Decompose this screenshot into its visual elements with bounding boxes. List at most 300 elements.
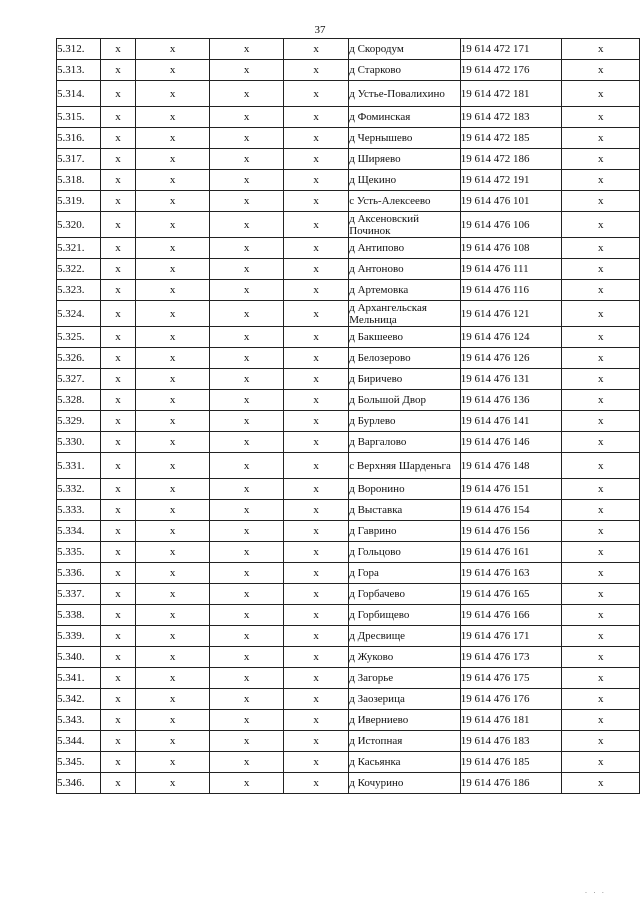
row-number: 5.326. bbox=[57, 348, 101, 369]
x-mark-cell: x bbox=[136, 731, 210, 752]
x-mark-cell: x bbox=[562, 542, 640, 563]
oktmo-code: 19 614 476 124 bbox=[460, 327, 562, 348]
x-mark-cell: x bbox=[284, 773, 349, 794]
x-mark-cell: x bbox=[136, 479, 210, 500]
x-mark-cell: x bbox=[210, 390, 284, 411]
x-mark-cell: x bbox=[100, 301, 135, 327]
x-mark-cell: x bbox=[136, 369, 210, 390]
x-mark-cell: x bbox=[562, 191, 640, 212]
x-mark-cell: x bbox=[136, 107, 210, 128]
x-mark-cell: x bbox=[210, 453, 284, 479]
x-mark-cell: x bbox=[210, 170, 284, 191]
x-mark-cell: x bbox=[100, 647, 135, 668]
x-mark-cell: x bbox=[284, 584, 349, 605]
x-mark-cell: x bbox=[100, 500, 135, 521]
oktmo-code: 19 614 472 176 bbox=[460, 60, 562, 81]
row-number: 5.316. bbox=[57, 128, 101, 149]
table-row bbox=[57, 479, 640, 500]
settlement-name: д Большой Двор bbox=[349, 390, 461, 411]
x-mark-cell: x bbox=[562, 731, 640, 752]
x-mark-cell: x bbox=[284, 626, 349, 647]
x-mark-cell: x bbox=[284, 432, 349, 453]
x-mark-cell: x bbox=[100, 259, 135, 280]
x-mark-cell: x bbox=[562, 453, 640, 479]
oktmo-code: 19 614 476 121 bbox=[460, 301, 562, 327]
x-mark-cell: x bbox=[284, 563, 349, 584]
x-mark-cell: x bbox=[136, 280, 210, 301]
x-mark-cell: x bbox=[284, 411, 349, 432]
x-mark-cell: x bbox=[284, 521, 349, 542]
row-number: 5.320. bbox=[57, 212, 101, 238]
x-mark-cell: x bbox=[100, 626, 135, 647]
x-mark-cell: x bbox=[210, 542, 284, 563]
table-row bbox=[57, 563, 640, 584]
table-row bbox=[57, 170, 640, 191]
table-row bbox=[57, 773, 640, 794]
settlement-name: д Кочурино bbox=[349, 773, 461, 794]
x-mark-cell: x bbox=[136, 752, 210, 773]
x-mark-cell: x bbox=[210, 60, 284, 81]
oktmo-code: 19 614 476 154 bbox=[460, 500, 562, 521]
x-mark-cell: x bbox=[136, 191, 210, 212]
table-row bbox=[57, 39, 640, 60]
x-mark-cell: x bbox=[100, 773, 135, 794]
x-mark-cell: x bbox=[136, 212, 210, 238]
settlement-name: д Бакшеево bbox=[349, 327, 461, 348]
oktmo-code: 19 614 476 101 bbox=[460, 191, 562, 212]
x-mark-cell: x bbox=[136, 453, 210, 479]
x-mark-cell: x bbox=[210, 149, 284, 170]
row-number: 5.331. bbox=[57, 453, 101, 479]
row-number: 5.315. bbox=[57, 107, 101, 128]
row-number: 5.335. bbox=[57, 542, 101, 563]
x-mark-cell: x bbox=[562, 563, 640, 584]
x-mark-cell: x bbox=[562, 259, 640, 280]
row-number: 5.319. bbox=[57, 191, 101, 212]
table-row bbox=[57, 605, 640, 626]
oktmo-code: 19 614 472 183 bbox=[460, 107, 562, 128]
x-mark-cell: x bbox=[210, 500, 284, 521]
table-row bbox=[57, 107, 640, 128]
x-mark-cell: x bbox=[100, 170, 135, 191]
x-mark-cell: x bbox=[136, 773, 210, 794]
x-mark-cell: x bbox=[210, 39, 284, 60]
settlement-name: д Старково bbox=[349, 60, 461, 81]
x-mark-cell: x bbox=[562, 348, 640, 369]
x-mark-cell: x bbox=[136, 668, 210, 689]
x-mark-cell: x bbox=[210, 128, 284, 149]
table-row bbox=[57, 626, 640, 647]
x-mark-cell: x bbox=[210, 479, 284, 500]
oktmo-code: 19 614 476 156 bbox=[460, 521, 562, 542]
x-mark-cell: x bbox=[284, 542, 349, 563]
x-mark-cell: x bbox=[562, 479, 640, 500]
x-mark-cell: x bbox=[284, 348, 349, 369]
x-mark-cell: x bbox=[562, 626, 640, 647]
x-mark-cell: x bbox=[100, 280, 135, 301]
oktmo-code: 19 614 476 161 bbox=[460, 542, 562, 563]
settlement-name: д Антипово bbox=[349, 238, 461, 259]
oktmo-code: 19 614 476 108 bbox=[460, 238, 562, 259]
x-mark-cell: x bbox=[210, 238, 284, 259]
x-mark-cell: x bbox=[562, 369, 640, 390]
x-mark-cell: x bbox=[100, 668, 135, 689]
x-mark-cell: x bbox=[284, 238, 349, 259]
x-mark-cell: x bbox=[562, 689, 640, 710]
x-mark-cell: x bbox=[284, 369, 349, 390]
x-mark-cell: x bbox=[284, 710, 349, 731]
row-number: 5.323. bbox=[57, 280, 101, 301]
x-mark-cell: x bbox=[284, 128, 349, 149]
table-row bbox=[57, 369, 640, 390]
table-row bbox=[57, 647, 640, 668]
x-mark-cell: x bbox=[100, 731, 135, 752]
x-mark-cell: x bbox=[562, 773, 640, 794]
settlement-name: д Белозерово bbox=[349, 348, 461, 369]
settlement-name: д Гольцово bbox=[349, 542, 461, 563]
x-mark-cell: x bbox=[562, 280, 640, 301]
row-number: 5.322. bbox=[57, 259, 101, 280]
x-mark-cell: x bbox=[284, 731, 349, 752]
table-row bbox=[57, 390, 640, 411]
x-mark-cell: x bbox=[100, 327, 135, 348]
x-mark-cell: x bbox=[100, 238, 135, 259]
x-mark-cell: x bbox=[284, 81, 349, 107]
settlement-name: д Воронино bbox=[349, 479, 461, 500]
settlement-name: д Горбищево bbox=[349, 605, 461, 626]
row-number: 5.337. bbox=[57, 584, 101, 605]
settlement-name: д Загорье bbox=[349, 668, 461, 689]
oktmo-code: 19 614 476 176 bbox=[460, 689, 562, 710]
row-number: 5.312. bbox=[57, 39, 101, 60]
table-row bbox=[57, 191, 640, 212]
oktmo-code: 19 614 476 151 bbox=[460, 479, 562, 500]
oktmo-code: 19 614 476 106 bbox=[460, 212, 562, 238]
oktmo-code: 19 614 476 116 bbox=[460, 280, 562, 301]
x-mark-cell: x bbox=[136, 605, 210, 626]
x-mark-cell: x bbox=[284, 605, 349, 626]
row-number: 5.341. bbox=[57, 668, 101, 689]
row-number: 5.338. bbox=[57, 605, 101, 626]
settlement-name: д Ширяево bbox=[349, 149, 461, 170]
x-mark-cell: x bbox=[284, 259, 349, 280]
row-number: 5.342. bbox=[57, 689, 101, 710]
table-row bbox=[57, 752, 640, 773]
settlement-name: д Иверниево bbox=[349, 710, 461, 731]
x-mark-cell: x bbox=[562, 647, 640, 668]
table-row bbox=[57, 411, 640, 432]
scan-artifact: · · · bbox=[584, 889, 606, 897]
settlement-name: д Бурлево bbox=[349, 411, 461, 432]
x-mark-cell: x bbox=[100, 563, 135, 584]
table-row bbox=[57, 668, 640, 689]
x-mark-cell: x bbox=[136, 39, 210, 60]
oktmo-code: 19 614 472 185 bbox=[460, 128, 562, 149]
row-number: 5.324. bbox=[57, 301, 101, 327]
x-mark-cell: x bbox=[562, 170, 640, 191]
x-mark-cell: x bbox=[100, 128, 135, 149]
oktmo-code: 19 614 476 186 bbox=[460, 773, 562, 794]
settlement-name: д Дресвище bbox=[349, 626, 461, 647]
settlement-name: д Истопная bbox=[349, 731, 461, 752]
x-mark-cell: x bbox=[562, 39, 640, 60]
x-mark-cell: x bbox=[284, 170, 349, 191]
x-mark-cell: x bbox=[136, 170, 210, 191]
x-mark-cell: x bbox=[562, 301, 640, 327]
oktmo-code: 19 614 476 183 bbox=[460, 731, 562, 752]
oktmo-code: 19 614 476 181 bbox=[460, 710, 562, 731]
x-mark-cell: x bbox=[210, 668, 284, 689]
settlement-name: д Заозерица bbox=[349, 689, 461, 710]
oktmo-code: 19 614 476 171 bbox=[460, 626, 562, 647]
x-mark-cell: x bbox=[562, 500, 640, 521]
oktmo-code: 19 614 476 163 bbox=[460, 563, 562, 584]
x-mark-cell: x bbox=[284, 191, 349, 212]
row-number: 5.339. bbox=[57, 626, 101, 647]
x-mark-cell: x bbox=[562, 81, 640, 107]
oktmo-code: 19 614 476 166 bbox=[460, 605, 562, 626]
x-mark-cell: x bbox=[284, 479, 349, 500]
x-mark-cell: x bbox=[136, 81, 210, 107]
x-mark-cell: x bbox=[562, 238, 640, 259]
x-mark-cell: x bbox=[136, 301, 210, 327]
x-mark-cell: x bbox=[284, 39, 349, 60]
table-row bbox=[57, 521, 640, 542]
x-mark-cell: x bbox=[284, 149, 349, 170]
x-mark-cell: x bbox=[210, 107, 284, 128]
table-row bbox=[57, 212, 640, 238]
table-row bbox=[57, 348, 640, 369]
x-mark-cell: x bbox=[562, 149, 640, 170]
x-mark-cell: x bbox=[284, 752, 349, 773]
x-mark-cell: x bbox=[136, 626, 210, 647]
settlement-name: д Артемовка bbox=[349, 280, 461, 301]
x-mark-cell: x bbox=[136, 500, 210, 521]
settlement-name: д Архангельская Мельница bbox=[349, 301, 461, 327]
x-mark-cell: x bbox=[100, 107, 135, 128]
table-row bbox=[57, 238, 640, 259]
row-number: 5.336. bbox=[57, 563, 101, 584]
x-mark-cell: x bbox=[562, 752, 640, 773]
x-mark-cell: x bbox=[284, 107, 349, 128]
x-mark-cell: x bbox=[100, 212, 135, 238]
x-mark-cell: x bbox=[136, 689, 210, 710]
x-mark-cell: x bbox=[210, 301, 284, 327]
table-row bbox=[57, 453, 640, 479]
x-mark-cell: x bbox=[136, 647, 210, 668]
table-row bbox=[57, 259, 640, 280]
x-mark-cell: x bbox=[136, 710, 210, 731]
x-mark-cell: x bbox=[284, 500, 349, 521]
x-mark-cell: x bbox=[136, 521, 210, 542]
x-mark-cell: x bbox=[136, 390, 210, 411]
x-mark-cell: x bbox=[210, 710, 284, 731]
row-number: 5.340. bbox=[57, 647, 101, 668]
row-number: 5.332. bbox=[57, 479, 101, 500]
settlement-name: д Горбачево bbox=[349, 584, 461, 605]
x-mark-cell: x bbox=[284, 668, 349, 689]
x-mark-cell: x bbox=[136, 563, 210, 584]
table-row bbox=[57, 301, 640, 327]
x-mark-cell: x bbox=[100, 752, 135, 773]
x-mark-cell: x bbox=[100, 453, 135, 479]
oktmo-code: 19 614 476 173 bbox=[460, 647, 562, 668]
row-number: 5.343. bbox=[57, 710, 101, 731]
x-mark-cell: x bbox=[100, 521, 135, 542]
table-row bbox=[57, 327, 640, 348]
x-mark-cell: x bbox=[284, 689, 349, 710]
table-row bbox=[57, 432, 640, 453]
x-mark-cell: x bbox=[210, 369, 284, 390]
x-mark-cell: x bbox=[136, 60, 210, 81]
x-mark-cell: x bbox=[100, 432, 135, 453]
oktmo-code: 19 614 476 185 bbox=[460, 752, 562, 773]
oktmo-code: 19 614 476 141 bbox=[460, 411, 562, 432]
settlement-name: д Гора bbox=[349, 563, 461, 584]
x-mark-cell: x bbox=[284, 647, 349, 668]
x-mark-cell: x bbox=[100, 411, 135, 432]
row-number: 5.314. bbox=[57, 81, 101, 107]
row-number: 5.333. bbox=[57, 500, 101, 521]
x-mark-cell: x bbox=[210, 280, 284, 301]
x-mark-cell: x bbox=[100, 81, 135, 107]
settlement-registry-table bbox=[56, 38, 640, 794]
table-row bbox=[57, 149, 640, 170]
x-mark-cell: x bbox=[210, 191, 284, 212]
x-mark-cell: x bbox=[100, 191, 135, 212]
x-mark-cell: x bbox=[562, 668, 640, 689]
settlement-name: д Антоново bbox=[349, 259, 461, 280]
x-mark-cell: x bbox=[562, 411, 640, 432]
x-mark-cell: x bbox=[562, 521, 640, 542]
x-mark-cell: x bbox=[210, 752, 284, 773]
x-mark-cell: x bbox=[210, 212, 284, 238]
oktmo-code: 19 614 476 148 bbox=[460, 453, 562, 479]
settlement-name: д Выставка bbox=[349, 500, 461, 521]
table-row bbox=[57, 128, 640, 149]
settlement-name: д Жуково bbox=[349, 647, 461, 668]
x-mark-cell: x bbox=[100, 369, 135, 390]
oktmo-code: 19 614 472 171 bbox=[460, 39, 562, 60]
table-row bbox=[57, 731, 640, 752]
x-mark-cell: x bbox=[562, 212, 640, 238]
x-mark-cell: x bbox=[210, 81, 284, 107]
x-mark-cell: x bbox=[100, 542, 135, 563]
settlement-name: д Щекино bbox=[349, 170, 461, 191]
oktmo-code: 19 614 476 111 bbox=[460, 259, 562, 280]
settlement-name: д Чернышево bbox=[349, 128, 461, 149]
x-mark-cell: x bbox=[100, 39, 135, 60]
x-mark-cell: x bbox=[210, 259, 284, 280]
x-mark-cell: x bbox=[100, 149, 135, 170]
x-mark-cell: x bbox=[136, 542, 210, 563]
oktmo-code: 19 614 476 165 bbox=[460, 584, 562, 605]
x-mark-cell: x bbox=[100, 479, 135, 500]
settlement-name: д Устье-Повалихино bbox=[349, 81, 461, 107]
x-mark-cell: x bbox=[562, 605, 640, 626]
x-mark-cell: x bbox=[210, 521, 284, 542]
row-number: 5.334. bbox=[57, 521, 101, 542]
settlement-name: д Варгалово bbox=[349, 432, 461, 453]
x-mark-cell: x bbox=[284, 327, 349, 348]
row-number: 5.344. bbox=[57, 731, 101, 752]
x-mark-cell: x bbox=[562, 60, 640, 81]
settlement-name: д Фоминская bbox=[349, 107, 461, 128]
x-mark-cell: x bbox=[284, 453, 349, 479]
x-mark-cell: x bbox=[562, 327, 640, 348]
x-mark-cell: x bbox=[100, 710, 135, 731]
table-row bbox=[57, 500, 640, 521]
x-mark-cell: x bbox=[136, 584, 210, 605]
x-mark-cell: x bbox=[100, 60, 135, 81]
settlement-name: с Усть-Алексеево bbox=[349, 191, 461, 212]
x-mark-cell: x bbox=[100, 605, 135, 626]
oktmo-code: 19 614 472 191 bbox=[460, 170, 562, 191]
x-mark-cell: x bbox=[136, 348, 210, 369]
x-mark-cell: x bbox=[210, 773, 284, 794]
settlement-name: д Касьянка bbox=[349, 752, 461, 773]
x-mark-cell: x bbox=[210, 327, 284, 348]
x-mark-cell: x bbox=[136, 432, 210, 453]
oktmo-code: 19 614 472 181 bbox=[460, 81, 562, 107]
table-row bbox=[57, 81, 640, 107]
row-number: 5.313. bbox=[57, 60, 101, 81]
table-row bbox=[57, 542, 640, 563]
x-mark-cell: x bbox=[284, 212, 349, 238]
row-number: 5.329. bbox=[57, 411, 101, 432]
oktmo-code: 19 614 476 175 bbox=[460, 668, 562, 689]
x-mark-cell: x bbox=[284, 60, 349, 81]
x-mark-cell: x bbox=[136, 149, 210, 170]
settlement-name: д Аксеновский Починок bbox=[349, 212, 461, 238]
table-row bbox=[57, 584, 640, 605]
settlement-name: д Биричево bbox=[349, 369, 461, 390]
x-mark-cell: x bbox=[562, 390, 640, 411]
x-mark-cell: x bbox=[210, 348, 284, 369]
oktmo-code: 19 614 476 146 bbox=[460, 432, 562, 453]
x-mark-cell: x bbox=[284, 280, 349, 301]
settlement-name: д Скородум bbox=[349, 39, 461, 60]
x-mark-cell: x bbox=[210, 731, 284, 752]
x-mark-cell: x bbox=[136, 327, 210, 348]
table-body bbox=[57, 39, 640, 794]
x-mark-cell: x bbox=[210, 689, 284, 710]
row-number: 5.317. bbox=[57, 149, 101, 170]
table-row bbox=[57, 710, 640, 731]
x-mark-cell: x bbox=[562, 128, 640, 149]
x-mark-cell: x bbox=[100, 584, 135, 605]
x-mark-cell: x bbox=[136, 238, 210, 259]
x-mark-cell: x bbox=[210, 647, 284, 668]
x-mark-cell: x bbox=[562, 107, 640, 128]
x-mark-cell: x bbox=[562, 584, 640, 605]
settlement-name: д Гаврино bbox=[349, 521, 461, 542]
oktmo-code: 19 614 476 126 bbox=[460, 348, 562, 369]
row-number: 5.330. bbox=[57, 432, 101, 453]
x-mark-cell: x bbox=[100, 390, 135, 411]
table-row bbox=[57, 689, 640, 710]
x-mark-cell: x bbox=[562, 710, 640, 731]
x-mark-cell: x bbox=[136, 259, 210, 280]
row-number: 5.325. bbox=[57, 327, 101, 348]
row-number: 5.346. bbox=[57, 773, 101, 794]
x-mark-cell: x bbox=[210, 584, 284, 605]
x-mark-cell: x bbox=[100, 689, 135, 710]
x-mark-cell: x bbox=[210, 626, 284, 647]
x-mark-cell: x bbox=[562, 432, 640, 453]
x-mark-cell: x bbox=[210, 411, 284, 432]
x-mark-cell: x bbox=[136, 128, 210, 149]
